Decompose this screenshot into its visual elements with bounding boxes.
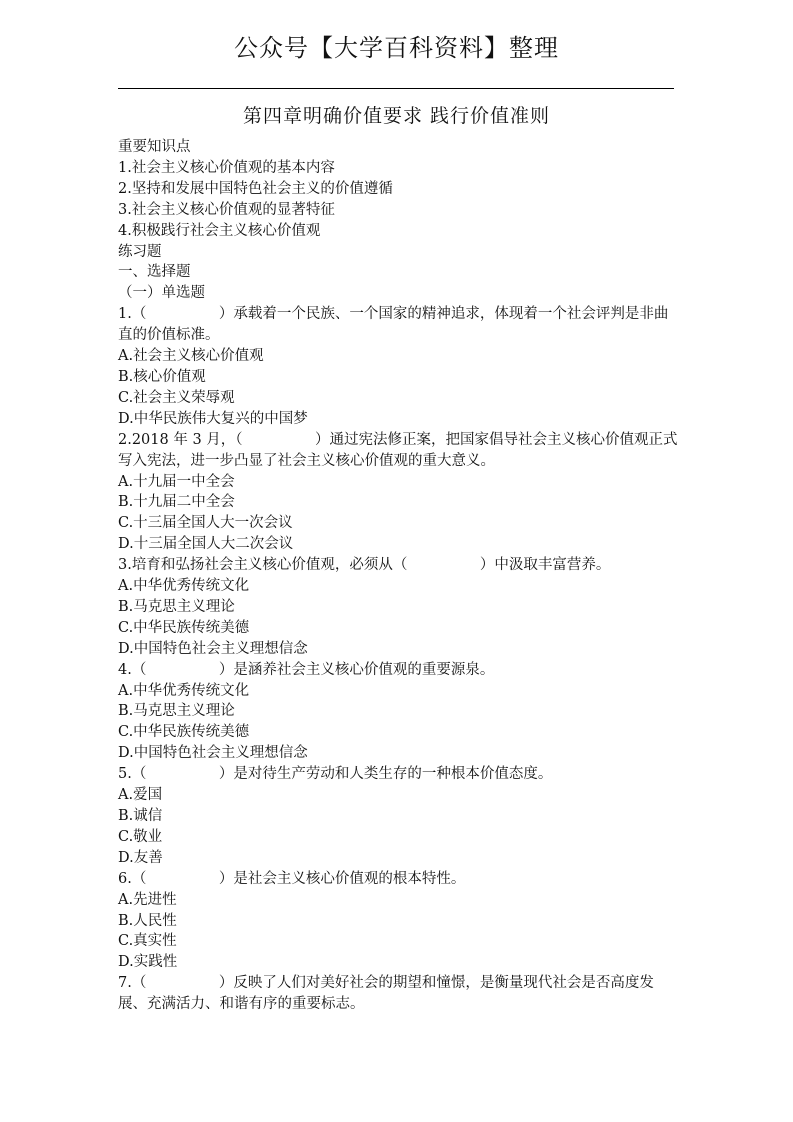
option-b: B.人民性 — [118, 912, 177, 929]
question-7 — [118, 973, 678, 1015]
option-d: D.友善 — [118, 849, 163, 866]
option-d: D.中国特色社会主义理想信念 — [118, 640, 308, 657]
question-4 — [118, 660, 678, 765]
exercises-heading: 练习题 — [118, 243, 162, 260]
question-6 — [118, 869, 678, 974]
option-d: D.中国特色社会主义理想信念 — [118, 745, 308, 762]
knowledge-item: 1.社会主义核心价值观的基本内容 — [118, 159, 335, 176]
question-1 — [118, 304, 678, 429]
option-a: A.中华优秀传统文化 — [118, 682, 250, 699]
option-b: B.十九届二中全会 — [118, 494, 235, 511]
option-c: C.中华民族传统美德 — [118, 619, 250, 636]
option-b: B.核心价值观 — [118, 368, 206, 385]
option-c: C.敬业 — [118, 828, 163, 845]
option-b: B.马克思主义理论 — [118, 703, 235, 720]
option-a: A.十九届一中全会 — [118, 473, 235, 490]
knowledge-item: 3.社会主义核心价值观的显著特征 — [118, 201, 335, 218]
knowledge-item: 2.坚持和发展中国特色社会主义的价值遵循 — [118, 180, 393, 197]
question-stem: 1.（ ）承载着一个民族、一个国家的精神追求，体现着一个社会评判是非曲直的价值标准。 — [118, 306, 669, 344]
page-header: 公众号【大学百科资料】整理 — [234, 34, 559, 62]
section-heading: 一、选择题 — [118, 264, 191, 281]
chapter-title: 第四章明确价值要求 践行价值准则 — [242, 105, 551, 127]
question-2 — [118, 430, 678, 555]
question-stem: 3.培育和弘扬社会主义核心价值观，必须从（ ）中汲取丰富营养。 — [118, 557, 611, 574]
knowledge-heading: 重要知识点 — [118, 139, 191, 155]
question-3 — [118, 555, 678, 660]
option-d: D.中华民族伟大复兴的中国梦 — [118, 410, 308, 427]
option-d: D.十三届全国人大二次会议 — [118, 536, 294, 553]
option-d: D.实践性 — [118, 954, 178, 971]
option-a: A.社会主义核心价值观 — [118, 348, 264, 365]
question-5 — [118, 764, 678, 869]
option-c: C.社会主义荣辱观 — [118, 389, 235, 406]
option-a: A.爱国 — [118, 787, 163, 804]
header-divider — [118, 88, 674, 89]
option-b: B.诚信 — [118, 808, 163, 824]
question-stem: 7.（ ）反映了人们对美好社会的期望和憧憬，是衡量现代社会是否高度发展、充满活力、和谐有序的重要标志。 — [118, 975, 654, 1013]
option-c: C.十三届全国人大一次会议 — [118, 515, 293, 532]
option-c: C.中华民族传统美德 — [118, 724, 250, 741]
question-stem: 2.2018 年 3 月，（ ）通过宪法修正案，把国家倡导社会主义核心价值观正式写入宪法，进一步凸显了社会主义核心价值观的重大意义。 — [118, 431, 678, 469]
question-stem: 5.（ ）是对待生产劳动和人类生存的一种根本价值态度。 — [118, 766, 553, 783]
subsection-heading: （一）单选题 — [118, 285, 205, 302]
question-stem: 6.（ ）是社会主义核心价值观的根本特性。 — [118, 870, 466, 887]
option-b: B.马克思主义理论 — [118, 598, 235, 615]
knowledge-item: 4.积极践行社会主义核心价值观 — [118, 222, 321, 239]
option-a: A.中华优秀传统文化 — [118, 578, 250, 595]
document-body — [118, 137, 678, 1015]
option-a: A.先进性 — [118, 891, 177, 908]
option-c: C.真实性 — [118, 933, 177, 950]
question-stem: 4.（ ）是涵养社会主义核心价值观的重要源泉。 — [118, 661, 495, 678]
